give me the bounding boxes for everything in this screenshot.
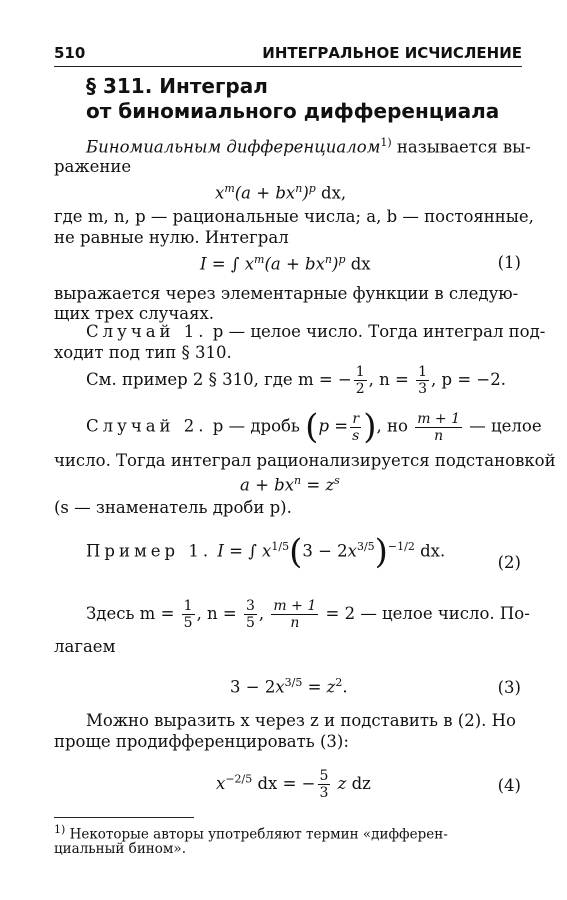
footnote-line1: Некоторые авторы употребляют термин «дифферен- [65,826,448,843]
equation-number: (4) [497,776,521,795]
footnote-ref: 1) [380,136,392,149]
case-text: , но [376,416,408,436]
paragraph-line: не равные нулю. Интеграл [54,228,289,247]
case-text: — целое [469,416,542,436]
paragraph-line: ражение [54,157,132,176]
ref-text: , n = [368,370,409,389]
case-text: p — целое число. Тогда интеграл под- [207,322,546,341]
here-text: = 2 — целое число. По- [325,604,530,623]
formula-1: I = ∫ $x^m(a + bx^n)^p$ dx [200,253,371,274]
paragraph-line: лагаем [54,637,116,656]
formula-4: $x^{-2/5}$ dx = − $\frac{5}{3}$ z dz [216,768,371,801]
here-line: Здесь m = $\frac{1}{5}$ , n = $\frac{3}{5}$ , $\frac{m + 1}{n}$ = 2 — целое число. По- [86,598,530,631]
case-1-line [86,322,545,341]
example-reference: См. пример 2 § 310, где m = − $\frac{1}{2}$ , n = $\frac{1}{3}$ , p = −2. [86,364,506,397]
equation-number: (1) [497,253,521,272]
paragraph-text: называется вы- [391,137,531,157]
paragraph-line: число. Тогда интеграл рационализируется подстановкой [54,451,556,470]
formula-substitution: $a + bx^n = z^s$ [240,474,340,495]
paragraph-line: проще продифференцировать (3): [54,732,349,751]
case-text: p — дробь [207,416,300,436]
section-title-line2: от биномиального дифференциала [86,99,500,123]
running-title: ИНТЕГРАЛЬНОЕ ИСЧИСЛЕНИЕ [262,44,522,62]
example-1: Пример 1. I = ∫ $x^{1/5}(3 - 2x^{3/5})^{-1/2}$ dx. [86,532,446,572]
footnote-line2: циальный бином». [54,841,186,857]
footnote-mark: 1) [54,823,66,836]
paragraph-line: Можно выразить x через z и подставить в (2). Но [86,711,516,730]
equation-number: (2) [497,553,521,572]
paragraph-line: выражается через элементарные функции в следую- [54,284,519,303]
ref-text: , p = −2. [431,370,506,389]
running-header [54,42,522,67]
paragraph-line: ходит под тип § 310. [54,343,232,362]
section-title-line1: § 311. Интеграл [86,74,268,98]
footnote-separator [54,817,194,818]
section-title [86,74,499,124]
formula-expression: $x^m(a + bx^n)^p$ dx, [215,182,347,203]
paragraph-line: (s — знаменатель дроби p). [54,498,292,517]
case-label: Случай 1. [86,322,208,341]
paragraph-line: щих трех случаях. [54,304,215,323]
here-text: , n = [196,604,237,623]
here-text: Здесь m = [86,604,175,623]
example-label: Пример 1. [86,541,213,561]
paragraph-line: где m, n, p — рациональные числа; a, b — постоянные, [54,207,534,226]
formula-3: $3 - 2x^{3/5} = z^2$. [230,676,348,697]
paragraph-definition [86,136,531,157]
ref-text: См. пример 2 § 310, где m = − [86,370,352,389]
footnote [54,823,448,843]
page-number: 510 [54,44,86,62]
defined-term: Биномиальным дифференциалом [86,137,381,157]
equation-number: (3) [497,678,521,697]
case-label: Случай 2. [86,416,208,436]
case-2-line: Случай 2. p — дробь (p = $\frac{r}{s}$ ), но $\frac{m + 1}{n}$ — целое [86,407,542,447]
